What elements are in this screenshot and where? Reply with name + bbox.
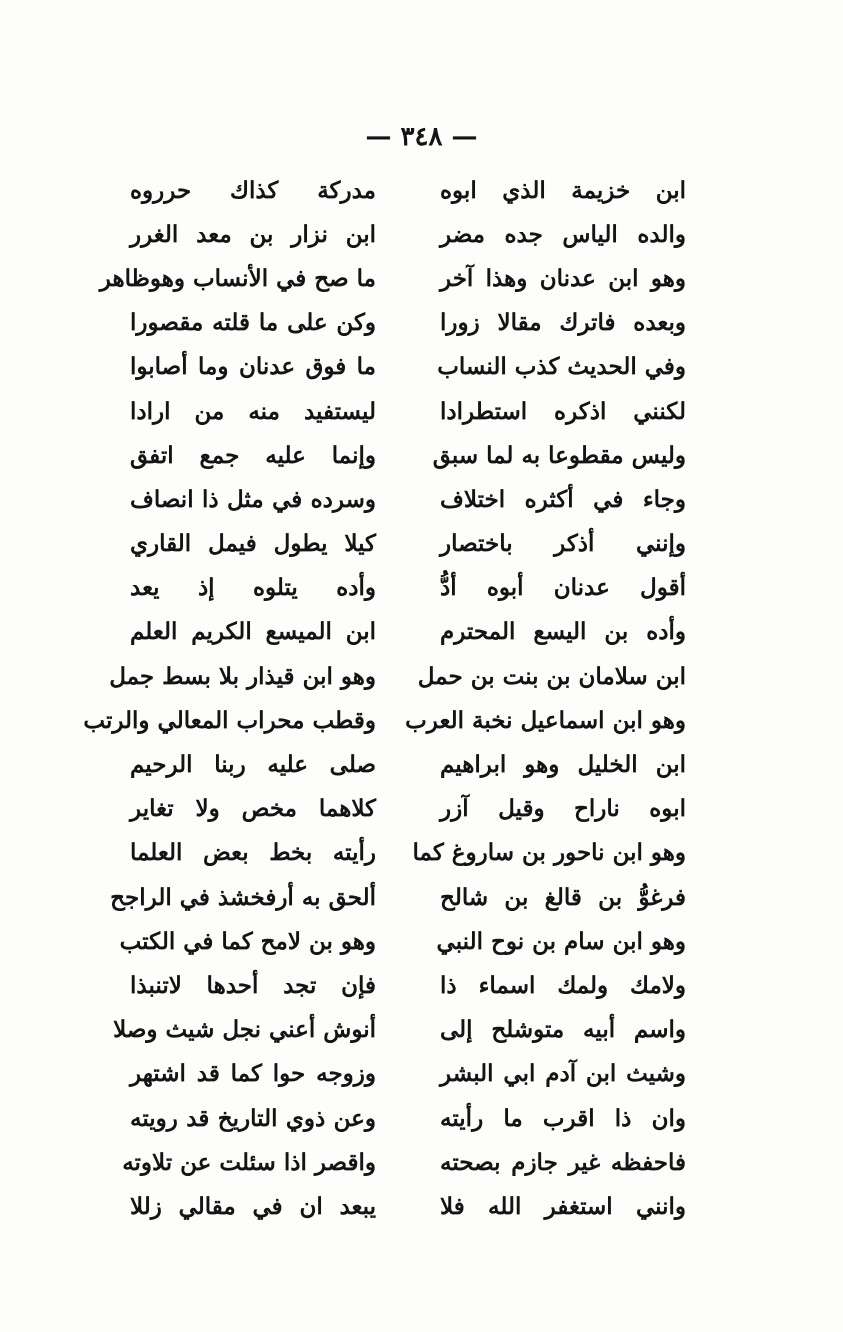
first-hemistich: وانني استغفر الله فلا [440, 1192, 686, 1220]
first-hemistich: وجاء في أكثره اختلاف [440, 485, 686, 513]
first-hemistich: فرغوُّ بن قالغ بن شالح [440, 883, 686, 911]
first-hemistich: ابن سلامان بن بنت بن حمل [417, 662, 686, 690]
verse-line [130, 963, 686, 1007]
first-hemistich: وان ذا اقرب ما رأيته [440, 1104, 686, 1132]
verse-line [130, 1052, 686, 1096]
first-hemistich: لكنني اذكره استطرادا [440, 397, 686, 425]
second-hemistich: ابن نزار بن معد الغرر [130, 220, 376, 248]
verse-line [99, 256, 686, 300]
verse-line [130, 345, 686, 389]
second-hemistich: واقصر اذا سئلت عن تلاوته [122, 1148, 376, 1176]
first-hemistich: وبعده فاترك مقالا زورا [440, 309, 686, 337]
first-hemistich: ابن الخليل وهو ابراهيم [440, 751, 686, 779]
verse-line [122, 1140, 686, 1184]
first-hemistich: وشيث ابن آدم ابي البشر [440, 1060, 686, 1088]
verse-line [130, 1096, 686, 1140]
verse-line [113, 1008, 686, 1052]
second-hemistich: ابن الميسع الكريم العلم [130, 618, 376, 646]
verse-line [119, 919, 686, 963]
second-hemistich: وأده يتلوه إذ يعد [130, 574, 376, 602]
second-hemistich: وإنما عليه جمع اتفق [130, 441, 376, 469]
first-hemistich: ولامك ولمك اسماء ذا [440, 971, 686, 999]
second-hemistich: رأيته بخط بعض العلما [130, 839, 376, 867]
second-hemistich: كلاهما مخص ولا تغاير [130, 795, 376, 823]
second-hemistich: ما صح في الأنساب وهوظاهر [99, 264, 376, 292]
second-hemistich: وكن على ما قلته مقصورا [130, 309, 376, 337]
first-hemistich: والده الياس جده مضر [440, 220, 686, 248]
first-hemistich: وهو ابن سام بن نوح النبي [436, 927, 686, 955]
verse-line [83, 698, 686, 742]
first-hemistich: وليس مقطوعا به لما سبق [432, 441, 686, 469]
first-hemistich: وأده بن اليسع المحترم [440, 618, 686, 646]
first-hemistich: واسم أبيه متوشلح إلى [440, 1016, 686, 1044]
verse-line [130, 566, 686, 610]
second-hemistich: ألحق به أرفخشذ في الراجح [110, 883, 376, 911]
first-hemistich: فاحفظه غير جازم بصحته [440, 1148, 686, 1176]
second-hemistich: وهو بن لامح كما في الكتب [119, 927, 376, 955]
first-hemistich: وهو ابن عدنان وهذا آخر [440, 264, 686, 292]
second-hemistich: وعن ذوي التاريخ قد رويته [130, 1104, 376, 1132]
verse-line [130, 831, 686, 875]
verse-line [130, 389, 686, 433]
first-hemistich: وفي الحديث كذب النساب [437, 353, 686, 381]
second-hemistich: مدركة كذاك حرروه [130, 176, 376, 204]
verse-line [110, 875, 686, 919]
second-hemistich: وزوجه حوا كما قد اشتهر [130, 1060, 376, 1088]
second-hemistich: أنوش أعني نجل شيث وصلا [113, 1016, 376, 1044]
verse-line [130, 610, 686, 654]
verse-line [130, 168, 686, 212]
second-hemistich: فإن تجد أحدها لاتنبذا [130, 971, 376, 999]
second-hemistich: يبعد ان في مقالي زللا [130, 1192, 376, 1220]
first-hemistich: وإنني أذكر باختصار [440, 530, 686, 558]
first-hemistich: ابن خزيمة الذي ابوه [440, 176, 686, 204]
second-hemistich: وقطب محراب المعالي والرتب [83, 706, 376, 734]
second-hemistich: كيلا يطول فيمل القاري [130, 530, 376, 558]
verse-line [130, 1184, 686, 1228]
second-hemistich: وهو ابن قيذار بلا بسط جمل [109, 662, 376, 690]
second-hemistich: ليستفيد منه من ارادا [130, 397, 376, 425]
verse-line [130, 742, 686, 786]
verse-line [130, 522, 686, 566]
first-hemistich: وهو ابن اسماعيل نخبة العرب [405, 706, 686, 734]
first-hemistich: وهو ابن ناحور بن ساروغ كما [412, 839, 686, 867]
second-hemistich: ما فوق عدنان وما أصابوا [130, 353, 376, 381]
verse-line [130, 477, 686, 521]
first-hemistich: ابوه ناراح وقيل آزر [440, 795, 686, 823]
verse-line [130, 301, 686, 345]
verse-line [109, 654, 686, 698]
page-number: — ٣٤٨ — [365, 122, 478, 152]
verse-line [130, 787, 686, 831]
second-hemistich: وسرده في مثل ذا انصاف [130, 485, 376, 513]
poem [83, 168, 686, 1229]
verse-line [130, 433, 686, 477]
first-hemistich: أقول عدنان أبوه أدُّ [440, 574, 686, 602]
second-hemistich: صلى عليه ربنا الرحيم [130, 751, 376, 779]
verse-line [130, 212, 686, 256]
